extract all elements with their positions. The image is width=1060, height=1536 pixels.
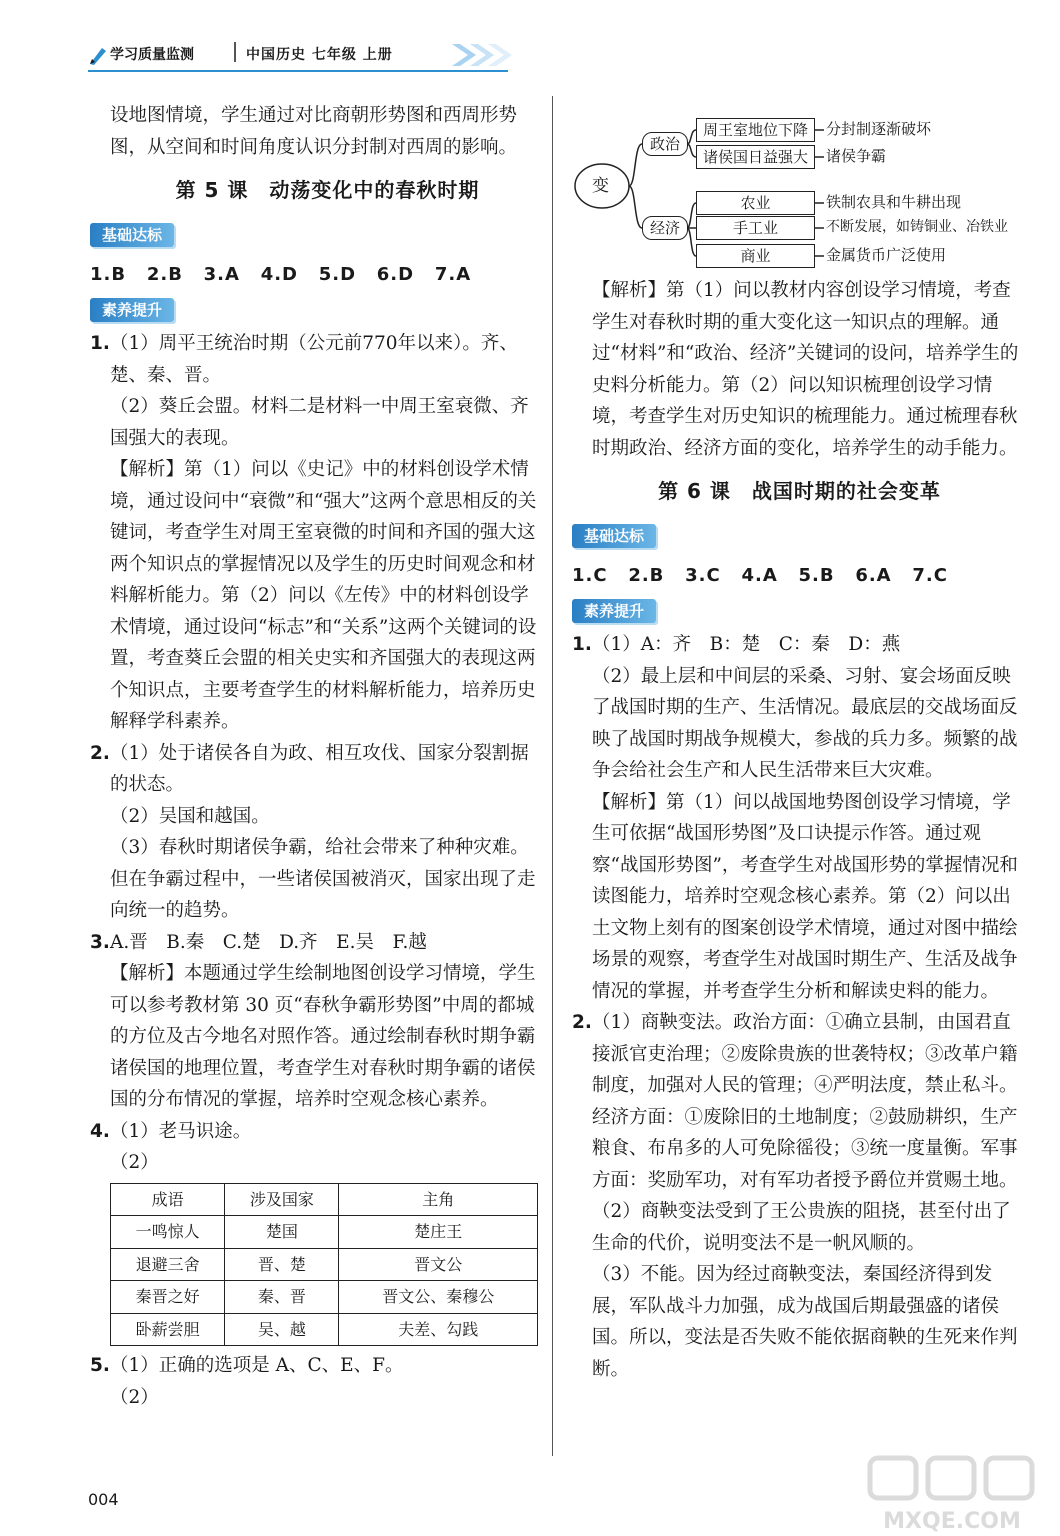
table-header: 成语 — [111, 1183, 225, 1216]
answer-row — [572, 560, 1027, 592]
diagram-eco-item: 商业 — [696, 244, 815, 268]
answer-item: 1.B — [90, 263, 127, 285]
answer-item: 2.B — [146, 263, 183, 285]
q5-part1 — [90, 1350, 545, 1382]
diagram-eco-result: 不断发展，如铸铜业、冶铁业 — [826, 219, 1008, 235]
header-rule — [88, 70, 508, 72]
answer-text: A.晋 B.秦 C.楚 D.齐 E.吴 F.越 — [110, 931, 427, 953]
table-header-row — [111, 1183, 538, 1216]
q2-part1 — [90, 738, 545, 801]
table-header: 涉及国家 — [225, 1183, 339, 1216]
answer-item: 5.D — [318, 263, 357, 285]
answer-item: 7.C — [912, 564, 948, 586]
table-cell: 晋文公、秦穆公 — [339, 1281, 538, 1314]
table-cell: 楚国 — [225, 1216, 339, 1249]
lesson-5-title: 第 5 课 动荡变化中的春秋时期 — [175, 178, 480, 202]
answer-text: （1）正确的选项是 A、C、E、F。 — [110, 1355, 404, 1376]
q5-part2: （2） — [110, 1386, 159, 1408]
answer-item: 6.A — [855, 564, 892, 586]
diagram-eco-result: 金属货币广泛使用 — [826, 246, 947, 264]
answer-item: 6.D — [376, 263, 415, 285]
watermark-logo — [862, 1452, 1042, 1536]
answer-row — [90, 259, 545, 291]
r-q2-part1 — [572, 1007, 1027, 1196]
answer-item: 3.C — [685, 564, 721, 586]
r-q2-part3: （3）不能。因为经过商鞅变法，秦国经济得到发展，军队战斗力加强，成为战国后期最强盛的诸侯国。所以，变法是否失败不能依据商鞅的生死来作判断。 — [592, 1264, 1018, 1380]
table-row — [111, 1216, 538, 1249]
question-number: 3. — [90, 931, 110, 953]
diagram-eco-result: 铁制农具和牛耕出现 — [826, 193, 962, 211]
badge-advanced: 素养提升 — [90, 298, 174, 322]
q4-part1 — [90, 1116, 545, 1148]
right-column — [572, 100, 1027, 1385]
change-diagram — [572, 100, 1027, 275]
r-q2-part2: （2）商鞅变法受到了王公贵族的阻挠，甚至付出了生命的代价，说明变法不是一帆风顺的。 — [592, 1201, 1011, 1254]
r-q1-part2: （2）最上层和中间层的采桑、习射、宴会场面反映了战国时期的生产、生活情况。最底层的交战场面反映了战国时期战争规模大，参战的兵力多。频繁的战争会给社会生产和人民生活带来巨大灾难。 — [592, 665, 1018, 781]
table-row — [111, 1313, 538, 1346]
q3-analysis: 【解析】本题通过学生绘制地图创设学习情境，学生可以参考教材第 30 页“春秋争霸形势图”中周的都城的方位及古今地名对照作答。通过绘制春秋时期争霸诸侯国的地理位置，考查学生对春秋时期争霸的诸侯国的分布情况的掌握，培养时空观念核心素养。 — [110, 963, 536, 1110]
q1-part2: （2）葵丘会盟。材料二是材料一中周王室衰微、齐国强大的表现。 — [110, 396, 529, 449]
question-number: 1. — [90, 333, 110, 354]
q2-part2: （2）吴国和越国。 — [110, 805, 270, 827]
q1-analysis: 【解析】第（1）问以《史记》中的材料创设学术情境，通过设问中“衰微”和“强大”这两个意思相反的关键词，考查学生对周王室衰微的时间和齐国的强大这两个知识点的掌握情况以及学生的历史时间观念和材料解析能力。第（2）问以《左传》中的材料创设学术情境，通过设问“标志”和“关系”这两个关键词的设置，考查葵丘会盟的相关史实和齐国强大的表现这两个知识点，主要考查学生的材料解析能力，培养历史解释学科素养。 — [110, 459, 537, 732]
right-answers — [572, 629, 1027, 1385]
question-number: 5. — [90, 1355, 110, 1376]
left-column — [90, 100, 545, 1413]
page-number: 004 — [88, 1490, 119, 1509]
answer-item: 4.D — [260, 263, 298, 285]
badge-advanced: 素养提升 — [572, 599, 656, 623]
table-cell: 吴、越 — [225, 1313, 339, 1346]
q2-part3: （3）春秋时期诸侯争霸，给社会带来了种种灾难。但在争霸过程中，一些诸侯国被消灭，国家出现了走向统一的趋势。 — [110, 837, 536, 921]
question-number: 2. — [572, 1012, 592, 1033]
diagram-pol-item: 诸侯国日益强大 — [696, 145, 815, 169]
answer-text: （1）周平王统治时期（公元前770年以来）。齐、楚、秦、晋。 — [110, 333, 518, 386]
q3-part1 — [90, 927, 545, 959]
diagram-eco-item: 农业 — [696, 191, 815, 215]
table-row — [111, 1248, 538, 1281]
q1-part1 — [90, 328, 545, 391]
answer-text: （1）A：齐 B：楚 C：秦 D：燕 — [592, 634, 901, 655]
badge-basic: 基础达标 — [572, 524, 656, 548]
column-divider — [552, 96, 553, 1456]
table-cell: 夫差、勾践 — [339, 1313, 538, 1346]
pen-icon — [88, 44, 108, 66]
page-header — [88, 40, 648, 80]
question-number: 2. — [90, 742, 110, 764]
question-number: 1. — [572, 634, 592, 655]
r-q1-analysis: 【解析】第（1）问以战国地势图创设学习情境，学生可依据“战国形势图”及口诀提示作答。通过观察“战国形势图”，考查学生对战国形势的掌握情况和读图能力，培养时空观念核心素养。第（2）问以出土文物上刻有的图案创设学术情境，通过对图中描绘场景的观察，考查学生对战国时期生产、生活及战争情况的掌握，并考查学生分析和解读史料的能力。 — [592, 791, 1018, 1002]
diagram-analysis: 【解析】第（1）问以教材内容创设学习情境，考查学生对春秋时期的重大变化这一知识点的理解。通过“材料”和“政治、经济”关键词的设问，培养学生的史料分析能力。第（2）问以知识梳理创设学习情境，考查学生对历史知识的梳理能力。通过梳理春秋时期政治、经济方面的变化，培养学生的动手能力。 — [592, 280, 1019, 459]
table-cell: 楚庄王 — [339, 1216, 538, 1249]
table-cell: 秦、晋 — [225, 1281, 339, 1314]
answer-item: 7.A — [434, 263, 472, 285]
answer-text: （1）处于诸侯各自为政、相互攻伐、国家分裂割据的状态。 — [110, 742, 529, 795]
table-cell: 秦晋之好 — [111, 1281, 225, 1314]
question-number: 4. — [90, 1120, 110, 1142]
table-cell: 退避三舍 — [111, 1248, 225, 1281]
answer-item: 3.A — [203, 263, 240, 285]
diagram-politics: 政治 — [642, 132, 688, 156]
header-separator — [234, 42, 236, 62]
answer-text: （1）商鞅变法。政治方面：①确立县制，由国君直接派官吏治理；②废除贵族的世袭特权；③改革户籍制度，加强对人民的管理；④严明法度，禁止私斗。经济方面：①废除旧的土地制度；②鼓励耕织，生产粮食、布帛多的人可免除徭役；③统一度量衡。军事方面：奖励军功，对有军功者授予爵位并赏赐土地。 — [592, 1012, 1018, 1191]
lesson-6-title: 第 6 课 战国时期的社会变革 — [658, 479, 941, 503]
idiom-table — [110, 1183, 538, 1347]
answer-item: 5.B — [798, 564, 835, 586]
table-cell: 晋、楚 — [225, 1248, 339, 1281]
table-header: 主角 — [339, 1183, 538, 1216]
diagram-pol-item: 周王室地位下降 — [696, 118, 815, 142]
intro-text: 设地图情境，学生通过对比商朝形势图和西周形势图，从空间和时间角度认识分封制对西周的影响。 — [110, 105, 518, 158]
answer-text: （1）老马识途。 — [110, 1120, 252, 1142]
watermark-text: MXQE.COM — [883, 1509, 1021, 1534]
header-brand: 学习质量监测 — [110, 47, 194, 63]
q4-part2: （2） — [110, 1152, 159, 1173]
table-cell: 一鸣惊人 — [111, 1216, 225, 1249]
diagram-pol-result: 分封制逐渐破坏 — [826, 120, 932, 138]
table-cell: 卧薪尝胆 — [111, 1313, 225, 1346]
badge-basic: 基础达标 — [90, 223, 174, 247]
diagram-pol-result: 诸侯争霸 — [826, 147, 887, 165]
answer-item: 2.B — [628, 564, 665, 586]
diagram-eco-item: 手工业 — [696, 216, 815, 240]
r-q1-part1 — [572, 629, 1027, 661]
table-cell: 晋文公 — [339, 1248, 538, 1281]
diagram-root: 变 — [592, 176, 609, 196]
answer-item: 4.A — [741, 564, 778, 586]
table-row — [111, 1281, 538, 1314]
diagram-economy: 经济 — [642, 216, 688, 240]
answer-item: 1.C — [572, 564, 608, 586]
chevron-arrows-icon — [448, 40, 518, 70]
header-subject: 中国历史 七年级 上册 — [246, 47, 393, 63]
